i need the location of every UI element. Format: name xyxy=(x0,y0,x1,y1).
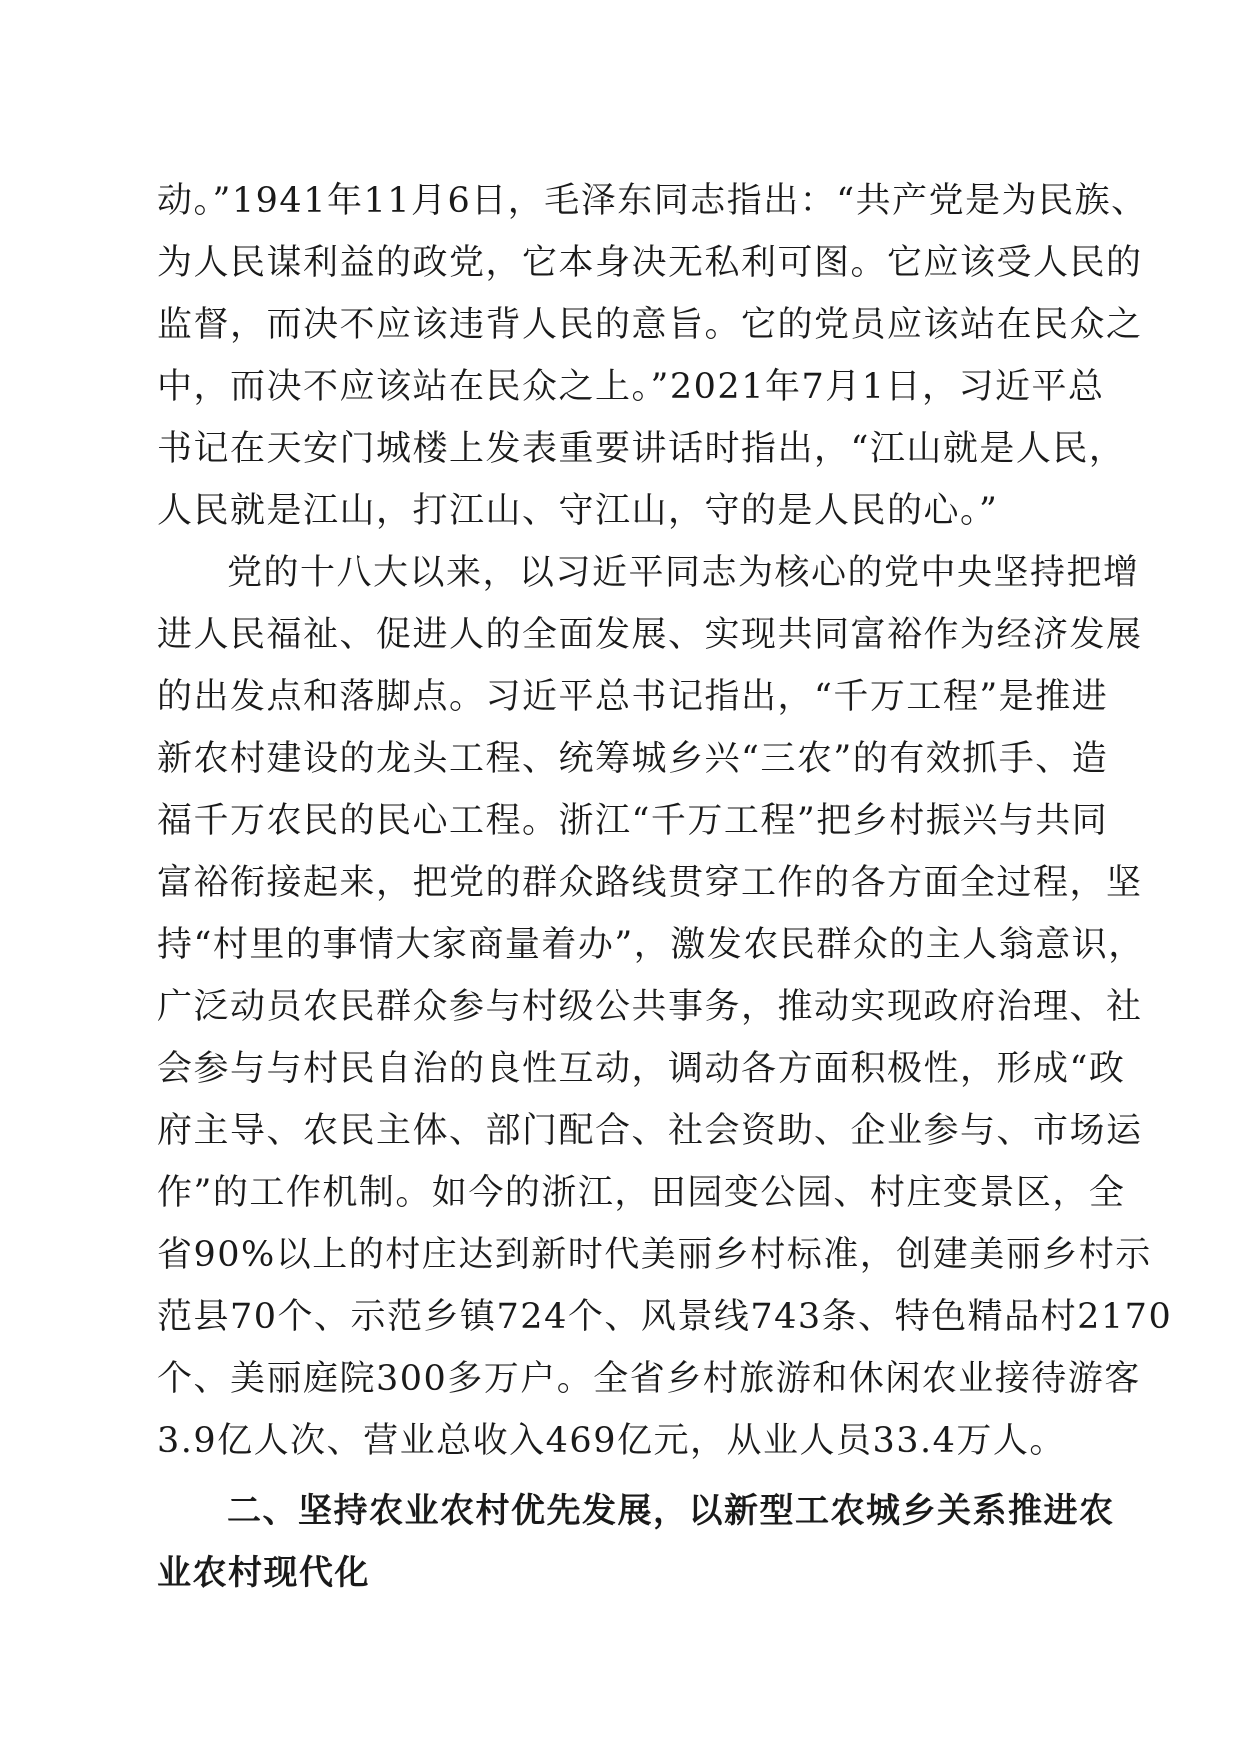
text-line: 的出发点和落脚点。习近平总书记指出，“千万工程”是推进 xyxy=(157,677,1109,717)
text-line: 动。”1941年11月6日，毛泽东同志指出：“共产党是为民族、 xyxy=(157,181,1148,221)
text-line: 福千万农民的民心工程。浙江“千万工程”把乡村振兴与共同 xyxy=(157,801,1109,841)
text-line: 书记在天安门城楼上发表重要讲话时指出，“江山就是人民， xyxy=(157,429,1126,469)
text-line: 范县70个、示范乡镇724个、风景线743条、特色精品村2170 xyxy=(157,1297,1173,1337)
heading-line: 二、坚持农业农村优先发展，以新型工农城乡关系推进农 xyxy=(227,1491,1115,1531)
text-line: 党的十八大以来，以习近平同志为核心的党中央坚持把增 xyxy=(227,553,1140,593)
document-body xyxy=(157,170,1173,1604)
text-line: 会参与与村民自治的良性互动，调动各方面积极性，形成“政 xyxy=(157,1049,1126,1089)
text-line: 中，而决不应该站在民众之上。”2021年7月1日，习近平总 xyxy=(157,367,1105,407)
text-line: 监督，而决不应该违背人民的意旨。它的党员应该站在民众之 xyxy=(157,305,1143,345)
text-line: 府主导、农民主体、部门配合、社会资助、企业参与、市场运 xyxy=(157,1111,1143,1151)
text-line: 个、美丽庭院300多万户。全省乡村旅游和休闲农业接待游客 xyxy=(157,1359,1141,1399)
text-line: 3.9亿人次、营业总收入469亿元，从业人员33.4万人。 xyxy=(157,1421,1066,1461)
text-line: 省90%以上的村庄达到新时代美丽乡村标准，创建美丽乡村示 xyxy=(157,1235,1152,1275)
text-line: 人民就是江山，打江山、守江山，守的是人民的心。” xyxy=(157,491,999,531)
paragraph-main xyxy=(157,542,1173,1472)
text-line: 为人民谋利益的政党，它本身决无私利可图。它应该受人民的 xyxy=(157,243,1143,283)
text-line: 新农村建设的龙头工程、统筹城乡兴“三农”的有效抓手、造 xyxy=(157,739,1109,779)
heading-line: 业农村现代化 xyxy=(157,1553,370,1593)
paragraph-continuation xyxy=(157,170,1148,542)
text-line: 进人民福祉、促进人的全面发展、实现共同富裕作为经济发展 xyxy=(157,615,1143,655)
text-line: 作”的工作机制。如今的浙江，田园变公园、村庄变景区，全 xyxy=(157,1173,1126,1213)
text-line: 富裕衔接起来，把党的群众路线贯穿工作的各方面全过程，坚 xyxy=(157,863,1143,903)
text-line: 持“村里的事情大家商量着办”，激发农民群众的主人翁意识， xyxy=(157,925,1145,965)
section-heading xyxy=(157,1480,1115,1604)
text-line: 广泛动员农民群众参与村级公共事务，推动实现政府治理、社 xyxy=(157,987,1143,1027)
